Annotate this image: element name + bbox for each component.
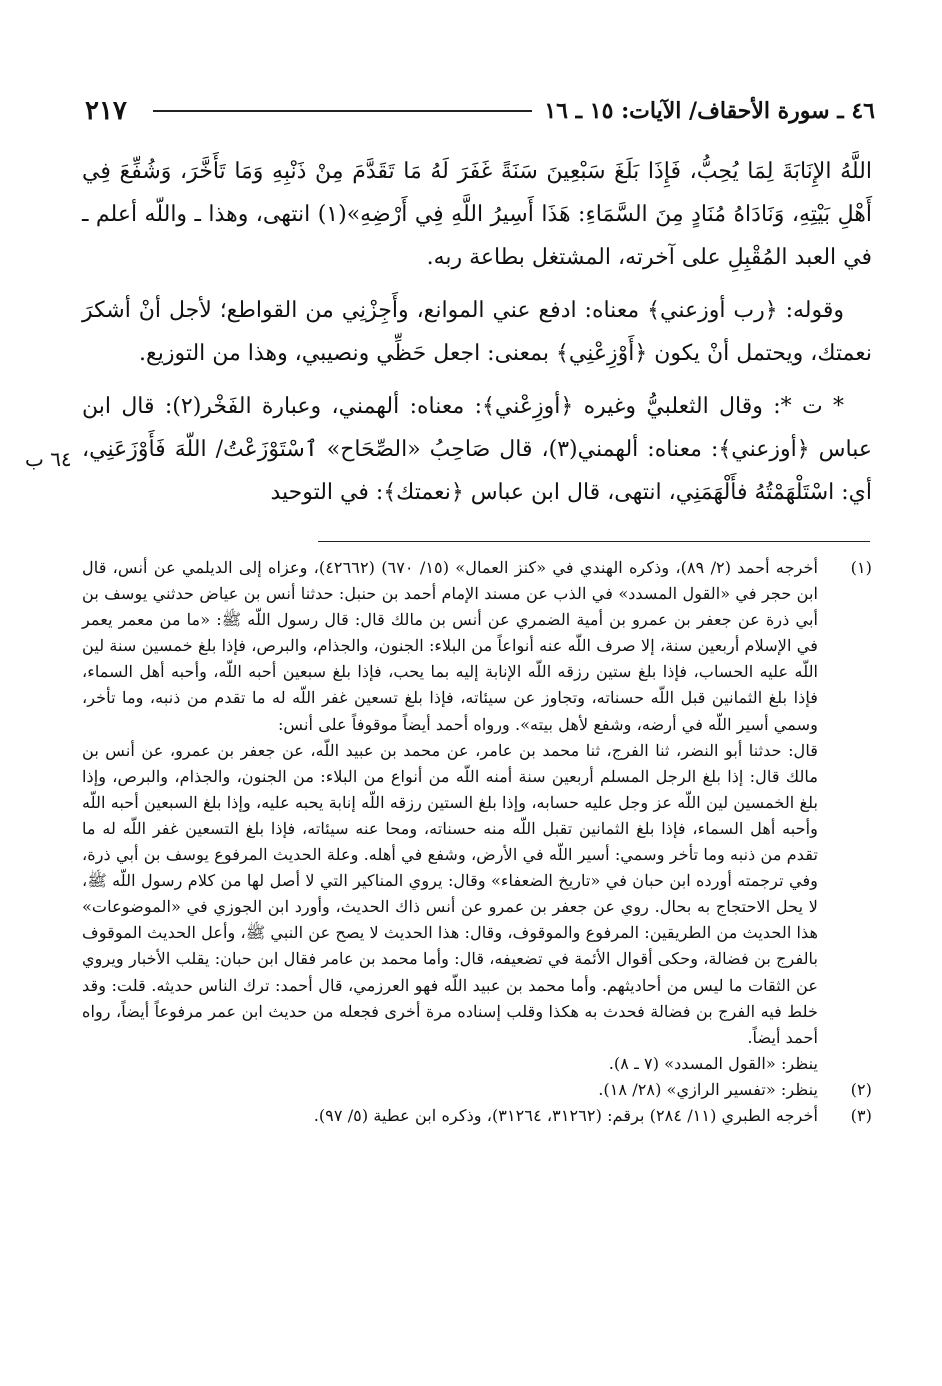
footnote-2 [82,1077,872,1103]
footnote-paragraph: أخرجه أحمد (٢/ ٨٩)، وذكره الهندي في «كنز العمال» (١٥/ ٦٧٠) (٤٢٦٦٢)، وعزاه إلى الديلمي عن أنس، قال ابن حجر في «القول المسدد» في الذب عن مسند الإمام أحمد بن حنبل: حدثنا أنس بن عياض حدثني يوسف بن أبي ذرة عن جعفر بن عمرو بن أمية الضمري عن أنس بن مالك قال: قال رسول اللّه ﷺ: «ما من معمر يعمر في الإسلام أربعين سنة، إلا صرف اللّه عنه أنواعاً من البلاء: الجنون، والجذام، والبرص، فإذا بلغ خمسين سنة لين اللّه عليه الحساب، فإذا بلغ ستين رزقه اللّه الإنابة إليه بما يحب، فإذا بلغ سبعين أحبه اللّه، وأحبه أهل السماء، فإذا بلغ الثمانين قبل اللّه حسناته، وتجاوز عن سيئاته، فإذا بلغ تسعين غفر اللّه له ما تقدم من ذنبه، وما تأخر، وسمي أسير اللّه في أرضه، وشفع لأهل بيته». ورواه أحمد أيضاً موقوفاً على أنس: [82,558,819,734]
footnote-number: (١) [850,558,872,577]
footnote-number: (٣) [850,1105,872,1125]
header-rule [153,110,532,112]
footnote-paragraph: قال: حدثنا أبو النضر، ثنا الفرج، ثنا محمد بن عامر، عن محمد بن عبيد اللّه، عن جعفر بن عمرو، عن أنس بن مالك قال: إذا بلغ الرجل المسلم أربعين سنة أمنه اللّه من أنواع من البلاء: من الجنون، والجذام، والبرص، وإذا بلغ الخمسين لين اللّه عز وجل عليه حسابه، وإذا بلغ الستين رزقه اللّه إنابة يحبه عليه، وإذا بلغ السبعين أحبه اللّه وأحبه أهل السماء، فإذا بلغ الثمانين تقبل اللّه منه حسناته، ومحا عنه سيئاته، فإذا بلغ التسعين غفر اللّه له ما تقدم من ذنبه وما تأخر وسمي: أسير اللّه في الأرض، وشفع في أهله. وعلة الحديث المرفوع يوسف بن أبي ذرة، وفي ترجمته أورده ابن حبان في «تاريخ الضعفاء» وقال: يروي المناكير التي لا أصل لها من كلام رسول اللّه ﷺ، لا يحل الاحتجاج به بحال. روي عن جعفر بن عمرو عن أنس ذاك الحديث، وأورد ابن الجوزي في «الموضوعات» هذا الحديث من الطريقين: المرفوع والموقوف، وقال: هذا الحديث لا يصح عن النبي ﷺ، وأعل الحديث الموقوف بالفرج بن فضالة، وحكى أقوال الأئمة في تضعيفه، قال: وأما محمد بن عامر فقال ابن حبان: يقلب الأخبار ويروي عن الثقات ما ليس من أحاديثهم. وأما محمد بن عبيد اللّه فهو العرزمي، قال أحمد: ترك الناس حديثه. قلت: وقد خلط فيه الفرج بن فضالة فحدث به هكذا وقلب إسناده مرة أخرى فجعله من حديث ابن عمر مرفوعاً أيضاً، رواه أحمد أيضاً. [82,740,818,1047]
main-paragraph: اللَّهُ الإِنَابَةَ لِمَا يُحِبُّ، فَإِذَا بَلَغَ سَبْعِينَ سَنَةً غَفَرَ لَهُ مَا تَقَدَّمَ مِنْ ذَنْبِهِ وَمَا تَأَخَّرَ، وَشُفِّعَ فِي أَهْلِ بَيْتِهِ، وَنَادَاهُ مُنَادٍ مِنَ السَّمَاءِ: هَذَا أَسِيرُ اللَّهِ فِي أَرْضِهِ»(١) انتهى، وهذا ـ واللّه أعلم ـ في العبد المُقْبِلِ على آخرته، المشتغل بطاعة ربه. [82,159,873,270]
footnote-text [82,1103,818,1129]
footnote-3 [82,1103,872,1129]
footnote-paragraph: ينظر: «القول المسدد» (٧ ـ ٨). [608,1053,818,1073]
margin-folio-note: ٦٤ ب [25,447,72,471]
page-header [85,90,875,132]
footnote-separator [318,541,870,542]
running-title: ٤٦ ـ سورة الأحقاف/ الآيات: ١٥ ـ ١٦ [544,98,875,124]
main-paragraph: * ت *: وقال الثعلبيُّ وغيره ﴿أوزِعْني﴾: معناه: ألهمني، وعبارة الفَخْر(٢): قال ابن عباس ﴿أوزعني﴾: معناه: ألهمني(٣)، قال صَاحِبُ «الصِّحَاح» ٱسْتَوْزَعْتُ/ اللّهَ فَأَوْزَعَنِي، أي: اسْتَلْهَمْتُهُ فأَلْهَمَنِي، انتهى، قال ابن عباس ﴿نعمتك﴾: في التوحيد [82,394,872,505]
footnote-text [82,555,818,1077]
footnote-number: (٢) [850,1079,872,1099]
footnote-text [82,1077,818,1103]
footnote-1 [82,555,872,1077]
main-text [82,150,872,514]
footnote-paragraph: أخرجه الطبري (١١/ ٢٨٤) برقم: (٣١٢٦٢، ٣١٢٦٤)، وذكره ابن عطية (٥/ ٩٧). [313,1105,818,1125]
footnote-paragraph: ينظر: «تفسير الرازي» (٢٨/ ١٨). [598,1079,818,1099]
footnotes [82,555,872,1129]
page-number: ٢١٧ [85,96,127,126]
main-paragraph: وقوله: ﴿رب أوزعني﴾ معناه: ادفع عني الموانع، وأَجِزْنِي من القواطع؛ لأجل أنْ أشكرَ نعمتك، ويحتمل أنْ يكون ﴿أَوْزِعْنِي﴾ بمعنى: اجعل حَظِّي ونصيبي، وهذا من التوزيع. [82,298,872,366]
